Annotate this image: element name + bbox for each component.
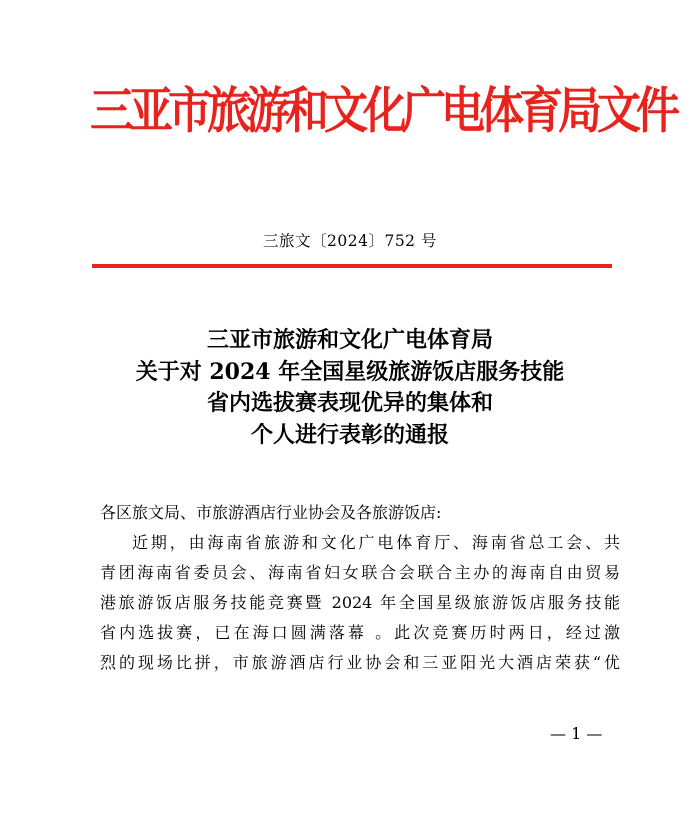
red-divider-line [92,264,612,268]
notice-title [90,325,610,451]
paragraph-line: 青团海南省委员会、海南省妇女联合会联合主办的海南自由贸易 [100,563,620,582]
paragraph-line: 港旅游饭店服务技能竞赛暨 2024 年全国星级旅游饭店服务技能 [100,593,620,612]
document-number: 三旅文〔2024〕752 号 [263,232,437,250]
salutation: 各区旅文局、市旅游酒店行业协会及各旅游饭店: [100,503,442,522]
title-line: 三亚市旅游和文化广电体育局 [206,327,493,353]
title-line: 省内选拔赛表现优异的集体和 [206,390,493,416]
paragraph-line: 省内选拔赛，已在海口圆满落幕 。此次竞赛历时两日，经过激 [100,623,620,642]
page-number: — 1 — [550,724,603,743]
paragraph-line: 近期，由海南省旅游和文化广电体育厅、海南省总工会、共 [132,533,620,552]
masthead-title: 三亚市旅游和文化广电体育局文件 [90,82,675,140]
title-line: 关于对 2024 年全国星级旅游饭店服务技能 [135,358,565,385]
body-text [100,498,620,678]
paragraph-line: 烈的现场比拼，市旅游酒店行业协会和三亚阳光大酒店荣获“优 [100,653,620,672]
title-line: 个人进行表彰的通报 [250,421,449,448]
